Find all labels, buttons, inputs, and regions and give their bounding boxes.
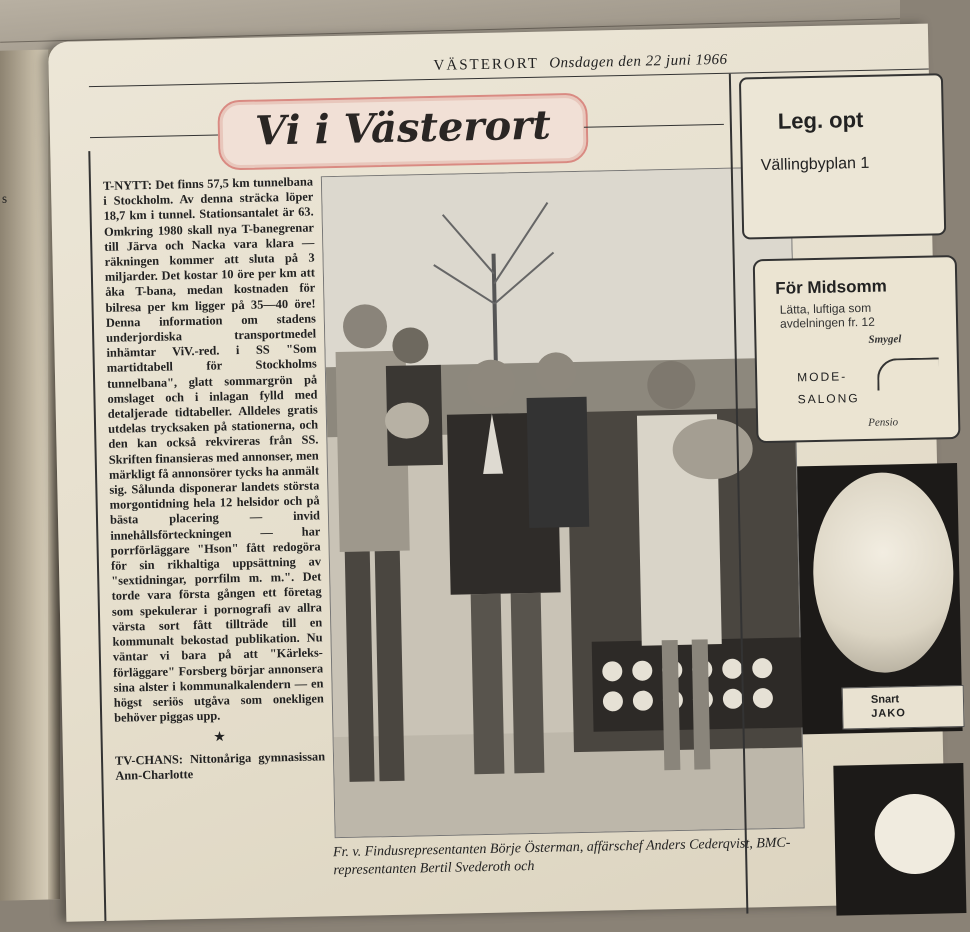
paper-name: VÄSTERORT	[433, 55, 540, 74]
title-rule-left	[90, 134, 218, 138]
ad3-circle-illustration	[811, 471, 955, 674]
title-banner	[217, 93, 588, 171]
ad3-line2: JAKO	[871, 707, 906, 720]
ad2-line1: Lätta, luftiga som	[779, 300, 872, 317]
newspaper-page	[48, 24, 946, 922]
issue-date: Onsdagen den 22 juni 1966	[549, 51, 728, 72]
title-rule-right	[584, 124, 724, 128]
article-paragraph: T-NYTT: Det finns 57,5 km tunnelbana i Stockholm. Av denna sträcka löper 18,7 km i tunnel. Stationsantalet är 63. Omkring 1980 skall nya T-banegrenar till Järva och Nacka vara klara — räkningen kommer att sluta på 3 miljarder. Det kostar 10 öre per km att åka T-bana, medan kostnaden för bilresa per km ligger på 35—40 öre! Denna information om stadens underjordiska transportmedel inhämtar ViV.-red. i SS "Som martidtabell för Stockholms tunnelbana", glatt sommargrön på omslaget och i inlagan fylld med detaljerade tidtabeller. Alldeles gratis utdelas trycksaken på stationerna, och den kan också rekvireras från SS. Skriften finansieras med annonser, men märkligt få annonsörer tycks ha anmält sig. Sålunda disponerar landets största morgontidning hela 12 helsidor och på bästa placering — invid innehållsförteckningen — har porrförläggare "Hson" fått redogöra för sin rikhaltiga uppsättning av "sextidningar, porrfilm m. m.". Det torde vara första gången ett företag som spekulerar i pornografi av allra värsta sort fått tillträde till en kommunalt bekostad publikation. Nu väntar vi bara på att "Kärleks-förläggare" Forsberg börjar annonsera sina alster i kommunalkalendern — en högst seriös utgåva som onekligen behöver piggas upp.	[102, 174, 324, 725]
ad2-salong: SALONG	[797, 391, 860, 407]
star-separator: ★	[214, 729, 226, 744]
ad1-heading: Leg. opt	[777, 106, 864, 134]
ad2-pension: Pensio	[868, 416, 899, 429]
article-paragraph-tv: TV-CHANS: Nittonåriga gymnasissan Ann-Charlotte	[114, 748, 326, 783]
illustrated-ad	[797, 463, 963, 734]
ad3-label-box	[842, 685, 965, 730]
masthead	[433, 52, 727, 75]
ad3-line1: Snart	[870, 693, 900, 706]
ad4-circle	[874, 793, 956, 875]
optician-ad	[739, 73, 946, 239]
section-title: Vi i Västerort	[254, 101, 552, 155]
ad2-mode: MODE-	[797, 369, 848, 385]
ad2-smyg: Smygel	[868, 333, 902, 346]
ad2-line2: avdelningen fr. 12	[779, 314, 875, 331]
left-page-text: s	[2, 190, 8, 206]
column-border	[88, 151, 106, 921]
photo-caption: Fr. v. Findusrepresentanten Börje Österman, affärschef Anders Cederqvist, BMC-representanten Bertil Svederoth och	[332, 835, 791, 879]
fashion-ad	[753, 255, 961, 443]
ad2-heading: För Midsomm	[775, 276, 887, 298]
photo-illustration	[322, 167, 804, 837]
ad1-address: Vällingbyplan 1	[760, 154, 870, 175]
article-column	[103, 174, 326, 783]
bottom-ad	[833, 763, 966, 916]
ad2-script-logo	[877, 357, 940, 390]
